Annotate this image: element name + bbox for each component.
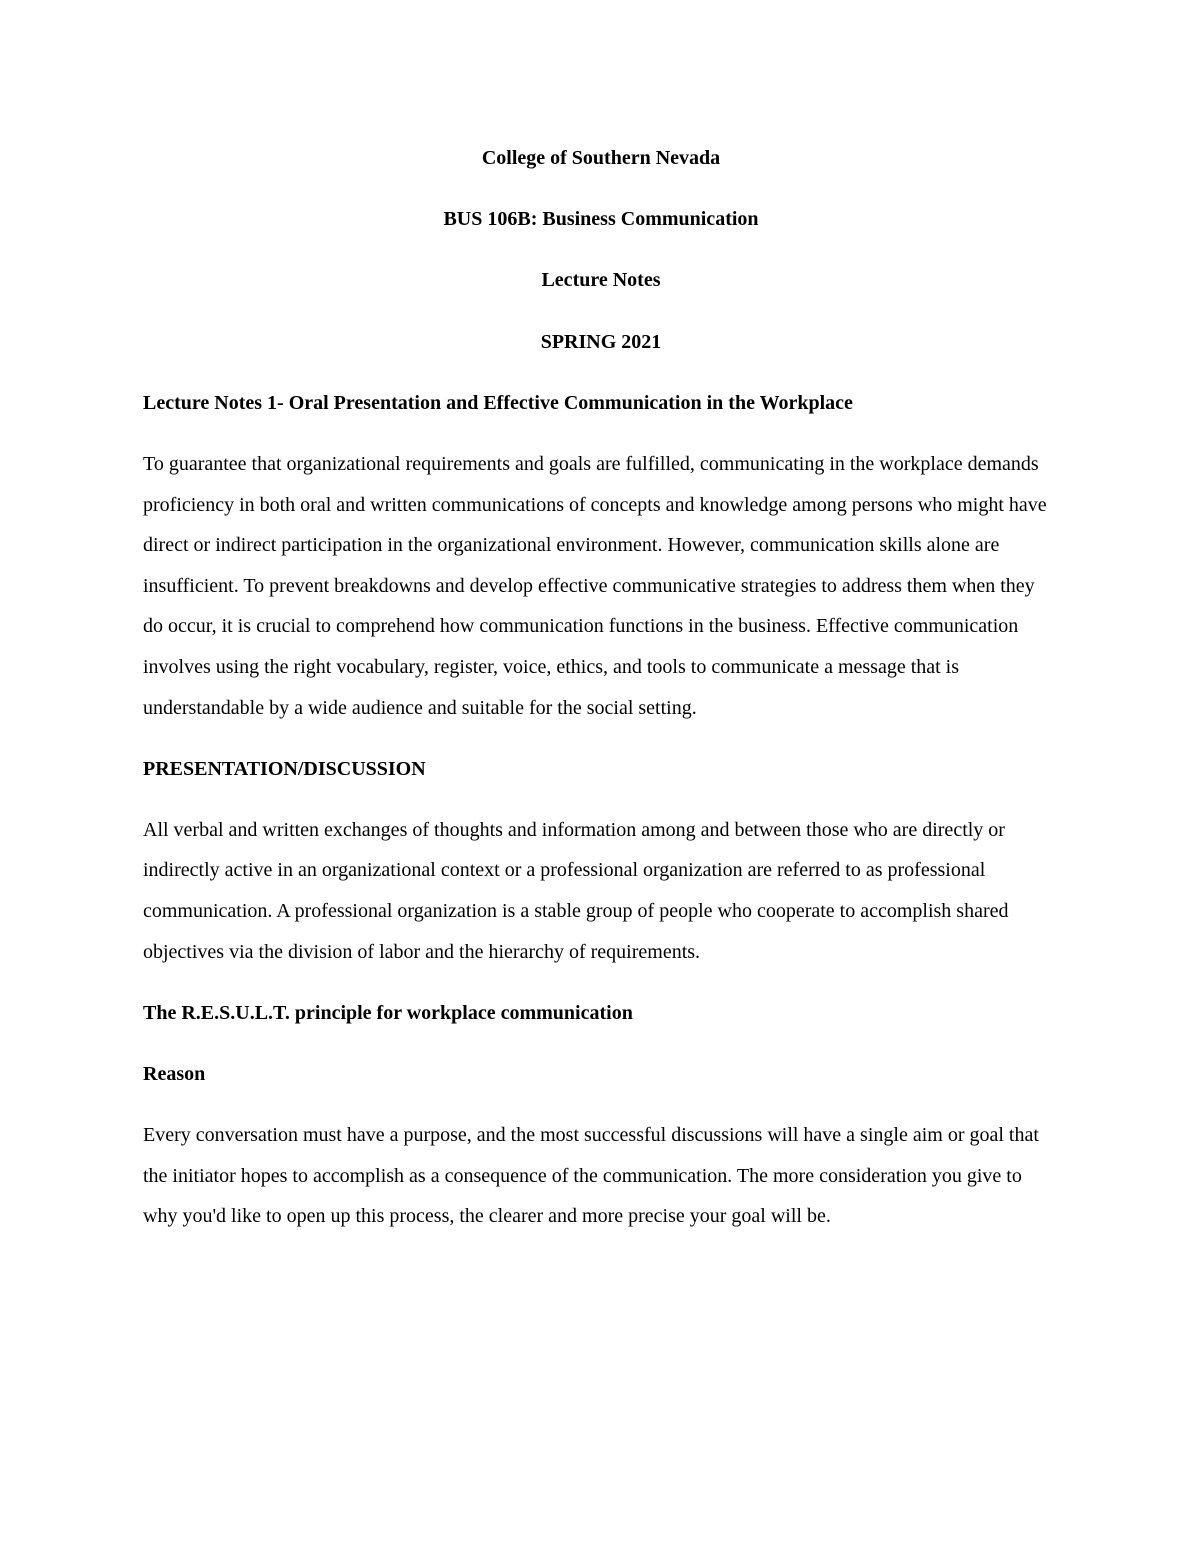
institution-title: College of Southern Nevada <box>481 147 721 169</box>
term-label: SPRING 2021 <box>540 330 662 353</box>
lecture-heading: Lecture Notes 1- Oral Presentation and Effective Communication in the Workplace <box>143 391 853 414</box>
section-heading: PRESENTATION/DISCUSSION <box>143 757 426 780</box>
section-paragraph: All verbal and written exchanges of thoughts and information among and between those who are directly or indirectly active in an organizational context or a professional organization are referred to as professional communication. A professional organization is a stable group of people who cooperate to accomplish shared objectives via the division of labor and the hierarchy of requirements. <box>143 818 1009 963</box>
document-type: Lecture Notes <box>541 269 661 292</box>
document-body <box>143 138 1059 1258</box>
principle-heading: The R.E.S.U.L.T. principle for workplace communication <box>143 1001 633 1024</box>
intro-paragraph: To guarantee that organizational requirements and goals are fulfilled, communicating in the workplace demands proficiency in both oral and written communications of concepts and knowledge among persons who might have direct or indirect participation in the organizational environment. However, communication skills alone are insufficient. To prevent breakdowns and develop effective communicative strategies to address them when they do occur, it is crucial to comprehend how communication functions in the business. Effective communication involves using the right vocabulary, register, voice, ethics, and tools to communicate a message that is understandable by a wide audience and suitable for the social setting. <box>143 452 1047 719</box>
course-title: BUS 106B: Business Communication <box>443 208 759 231</box>
reason-paragraph: Every conversation must have a purpose, and the most successful discussions will have a single aim or goal that the initiator hopes to accomplish as a consequence of the communication. The more consideration you give to why you'd like to open up this process, the clearer and more precise your goal will be. <box>143 1124 1039 1228</box>
reason-heading: Reason <box>143 1063 206 1086</box>
